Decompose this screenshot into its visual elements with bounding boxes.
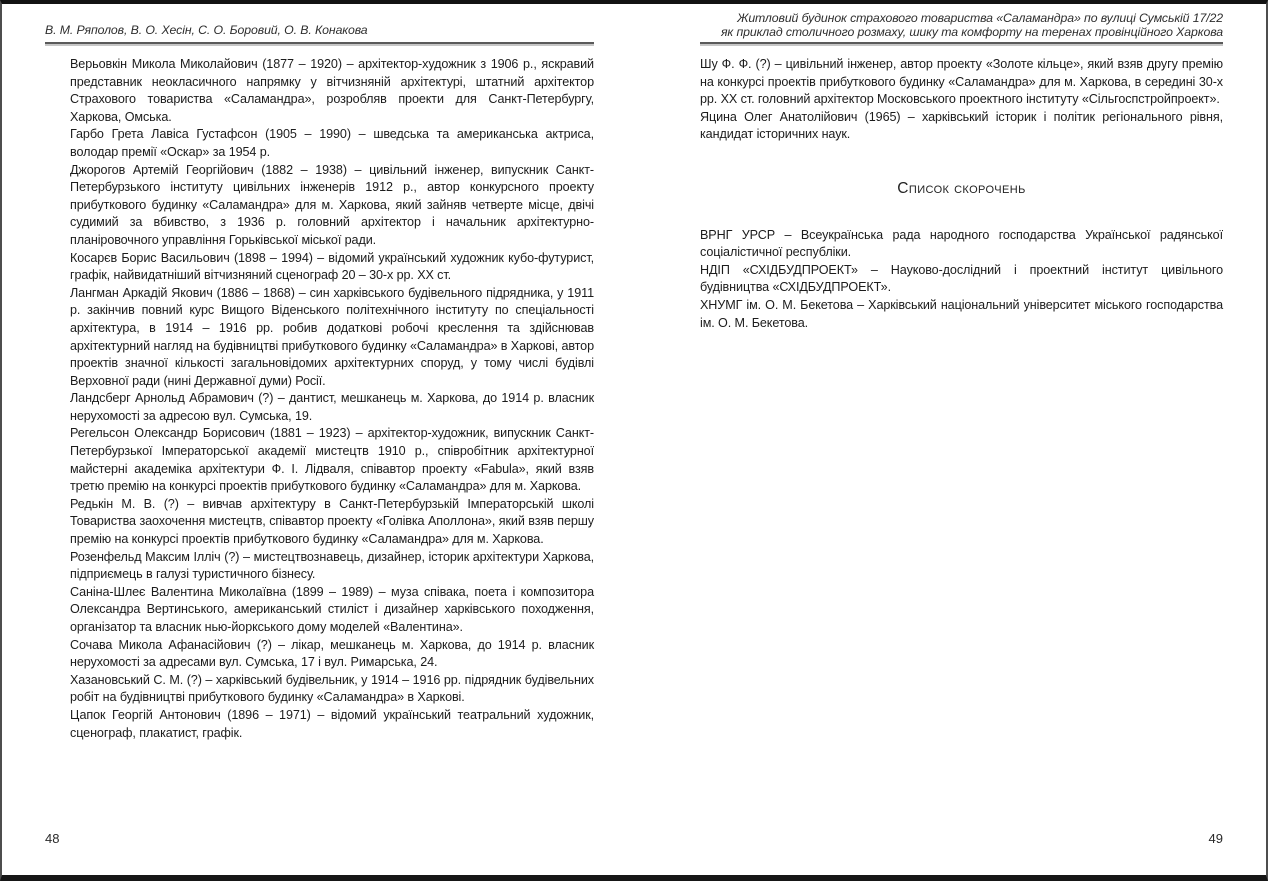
- page-number-right: 49: [1208, 831, 1223, 846]
- glossary-entry: Косарєв Борис Васильович (1898 – 1994) – відомий український художник кубо-футурист, графік, найвидатніший вітчизняний сценограф 20 – 30-х рр. ХХ ст.: [70, 250, 594, 283]
- glossary-entry: Сочава Микола Афанасійович (?) – лікар, мешканець м. Харкова, до 1914 р. власник нерухомості за адресами вул. Сумська, 17 і вул. Римарська, 24.: [70, 637, 594, 670]
- page-right: [700, 0, 1223, 881]
- running-header-authors: В. М. Ряполов, В. О. Хесін, С. О. Боровий, О. В. Конакова: [45, 23, 368, 37]
- header-rule: [45, 42, 594, 44]
- glossary-entries: [70, 56, 594, 742]
- header-rule: [700, 42, 1223, 44]
- right-page-body: [700, 56, 1223, 332]
- glossary-entry: Редькін М. В. (?) – вивчав архітектуру в Санкт-Петербурзькій Імператорській школі Товариства заохочення мистецтв, співавтор проекту «Голівка Аполлона», який взяв першу премію на конкурсі проектів прибуткового будинку «Саламандра» для м. Харкова.: [70, 496, 594, 547]
- running-header-title-line2: як приклад столичного розмаху, шику та комфорту на теренах провінційного Харкова: [720, 24, 1223, 39]
- abbreviation-entries: [700, 227, 1223, 333]
- glossary-entry: Шу Ф. Ф. (?) – цивільний інженер, автор проекту «Золоте кільце», який взяв другу премію на конкурсі проектів прибуткового будинку «Саламандра» для м. Харкова, в середині 30-х рр. ХХ ст. головний архітектор Московського проектного інституту «Сільгоспстройпроект».: [700, 57, 1223, 107]
- glossary-entry: Гарбо Грета Лавіса Густафсон (1905 – 1990) – шведська та американська актриса, володар премії «Оскар» за 1954 р.: [70, 127, 594, 159]
- abbreviation-entry: НДІП «СХІДБУДПРОЕКТ» – Науково-дослідний і проектний інститут цивільного будівництва «СХІДБУДПРОЕКТ».: [700, 262, 1223, 295]
- glossary-entry: Верьовкін Микола Миколайович (1877 – 1920) – архітектор-художник з 1906 р., яскравий представник неокласичного напрямку у вітчизняній архітектурі, штатний архітектор Страхового товариства «Саламандра», розробляв проекти для Санкт-Петербургу, Харкова, Омська.: [70, 57, 594, 124]
- abbreviation-entry: ХНУМГ ім. О. М. Бекетова – Харківський національний університет міського господарства ім. О. М. Бекетова.: [700, 297, 1223, 330]
- glossary-entry: Яцина Олег Анатолійович (1965) – харківський історик і політик регіонального рівня, кандидат історичних наук.: [700, 109, 1223, 142]
- running-header-title: [700, 12, 1223, 39]
- running-header-title-line1: Житловий будинок страхового товариства «Саламандра» по вулиці Сумській 17/22: [737, 11, 1223, 25]
- page-left: [45, 0, 594, 881]
- glossary-entry: Розенфельд Максим Ілліч (?) – мистецтвознавець, дизайнер, історик архітектури Харкова, підприємець в галузі туристичного бізнесу.: [70, 549, 594, 582]
- glossary-entry: Цапок Георгій Антонович (1896 – 1971) – відомий український театральний художник, сценограф, плакатист, графік.: [70, 707, 594, 740]
- glossary-entry: Хазановський С. М. (?) – харківський будівельник, у 1914 – 1916 рр. підрядник будівельних робіт на будівництві прибуткового будинку «Саламандра» в Харкові.: [70, 672, 594, 705]
- glossary-entry: Регельсон Олександр Борисович (1881 – 1923) – архітектор-художник, випускник Санкт-Петербурзької Імператорської академії мистецтв 1910 р., співробітник архітектурної майстерні академіка архітектури Ф. І. Лідваля, співавтор проекту «Fabula», який взяв третю премію на конкурсі проектів прибуткового будинку «Саламандра» для м. Харкова.: [70, 426, 594, 494]
- glossary-entry: Саніна-Шлеє Валентина Миколаївна (1899 – 1989) – муза співака, поета і композитора Олександра Вертинського, американський стиліст і дизайнер харківського походження, організатор та власник нью-йоркського дому моделей «Валентина».: [70, 584, 594, 634]
- page-number-left: 48: [45, 831, 60, 846]
- abbreviation-entry: ВРНГ УРСР – Всеукраїнська рада народного господарства Української радянської соціалістичної республіки.: [700, 227, 1223, 260]
- glossary-entry: Лангман Аркадій Якович (1886 – 1868) – син харківського будівельного підрядника, у 1911 р. закінчив повний курс Вищого Віденського політехнічного інституту по спеціальності архітектура, в 1914 – 1916 рр. робив додаткові робочі креслення та здійснював архітектурний нагляд на будівництві прибуткового будинку «Саламандра» в Харкові, автор проектів значної кількості загальновідомих архітектурних споруд, у тому числі будівлі Верховної ради (нині Державної думи) Росії.: [70, 285, 594, 388]
- glossary-entries-continued: [700, 56, 1223, 144]
- glossary-entry: Ландсберг Арнольд Абрамович (?) – дантист, мешканець м. Харкова, до 1914 р. власник нерухомості за адресою вул. Сумська, 19.: [70, 391, 594, 423]
- section-heading-abbreviations: Список скорочень: [897, 179, 1026, 197]
- glossary-entry: Джорогов Артемій Георгійович (1882 – 1938) – цивільний інженер, випускник Санкт-Петербурзького інституту цивільних інженерів 1912 р., автор конкурсного проекту прибуткового будинку «Саламандра» для м. Харкова, який зайняв четверте місце, двічі судимий за вбивство, з 1936 р. головний архітектор і начальник архітектурно-планіровочного управління Горьківської міської ради.: [70, 162, 594, 247]
